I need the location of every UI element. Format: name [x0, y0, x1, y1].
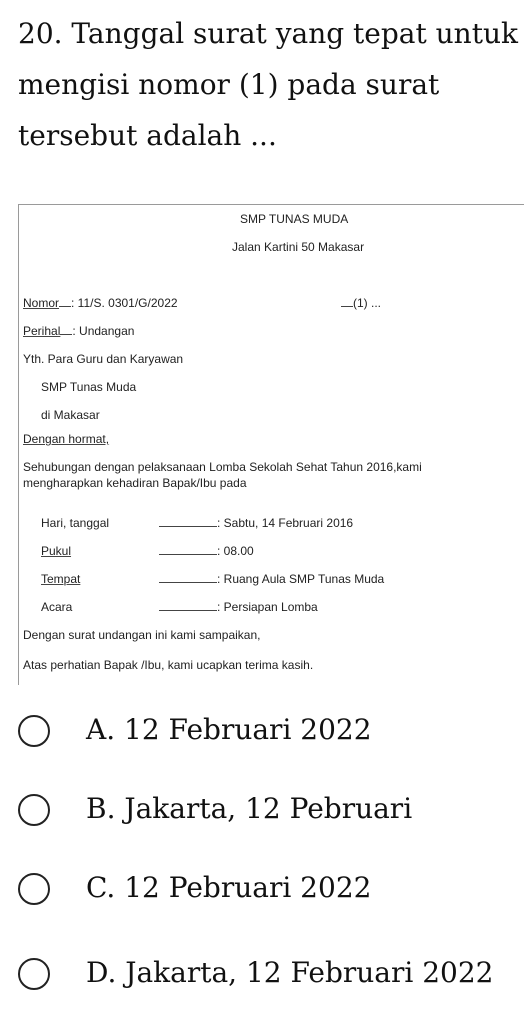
letter-body-line1: Sehubungan dengan pelaksanaan Lomba Sekolah Sehat Tahun 2016,kami — [23, 460, 422, 474]
radio-circle-icon[interactable] — [18, 794, 50, 826]
letter-detail-value — [159, 543, 254, 559]
letter-image — [18, 204, 524, 685]
option-b[interactable] — [18, 783, 518, 843]
letter-nomor-value: : 11/S. 0301/G/2022 — [71, 296, 178, 310]
letter-body-line2: mengharapkan kehadiran Bapak/Ibu pada — [23, 476, 247, 490]
letter-date-slot-line — [341, 295, 353, 307]
letter-detail-text: : 08.00 — [217, 544, 254, 558]
radio-circle-icon[interactable] — [18, 715, 50, 747]
letter-detail-value — [159, 571, 384, 587]
letter-detail-text: : Sabtu, 14 Februari 2016 — [217, 516, 354, 530]
letter-nomor-gap — [59, 295, 71, 307]
question-text: 20. Tanggal surat yang tepat untuk mengisi nomor (1) pada surat tersebut adalah ... — [18, 17, 518, 152]
letter-detail-line — [159, 571, 217, 583]
letter-detail-label: Tempat — [41, 572, 81, 586]
option-c[interactable] — [18, 862, 518, 922]
letter-detail-label: Hari, tanggal — [41, 516, 110, 530]
letter-date-slot-marker: (1) ... — [353, 296, 382, 310]
letter-address: Jalan Kartini 50 Makasar — [232, 240, 365, 254]
letter-date-slot — [341, 295, 381, 311]
letter-detail-line — [159, 599, 217, 611]
letter-detail-value — [159, 599, 318, 615]
letter-closing1: Dengan surat undangan ini kami sampaikan, — [23, 628, 261, 642]
letter-recipient-city: di Makasar — [41, 408, 100, 422]
letter-greeting: Dengan hormat, — [23, 432, 110, 446]
option-a[interactable] — [18, 704, 518, 764]
letter-detail-line — [159, 543, 217, 555]
letter-detail-text: : Persiapan Lomba — [217, 600, 318, 614]
letter-perihal — [23, 323, 134, 339]
letter-detail-line — [159, 515, 217, 527]
option-d[interactable] — [18, 947, 518, 1007]
radio-circle-icon[interactable] — [18, 873, 50, 905]
radio-circle-icon[interactable] — [18, 958, 50, 990]
letter-detail-label: Acara — [41, 600, 73, 614]
letter-perihal-gap — [60, 323, 72, 335]
letter-perihal-label: Perihal — [23, 324, 61, 338]
letter-school-name: SMP TUNAS MUDA — [240, 212, 349, 226]
letter-detail-value — [159, 515, 353, 531]
letter-closing2: Atas perhatian Bapak /Ibu, kami ucapkan terima kasih. — [23, 658, 314, 672]
letter-yth: Yth. Para Guru dan Karyawan — [23, 352, 184, 366]
letter-nomor-label: Nomor — [23, 296, 60, 310]
option-a-label: A. 12 Februari 2022 — [86, 713, 372, 746]
letter-detail-label: Pukul — [41, 544, 72, 558]
option-b-label: B. Jakarta, 12 Pebruari — [86, 792, 413, 825]
letter-perihal-value: : Undangan — [72, 324, 135, 338]
letter-detail-text: : Ruang Aula SMP Tunas Muda — [217, 572, 385, 586]
letter-nomor — [23, 295, 178, 311]
option-d-label: D. Jakarta, 12 Februari 2022 — [86, 956, 494, 989]
option-c-label: C. 12 Pebruari 2022 — [86, 871, 372, 904]
letter-recipient-school: SMP Tunas Muda — [41, 380, 137, 394]
